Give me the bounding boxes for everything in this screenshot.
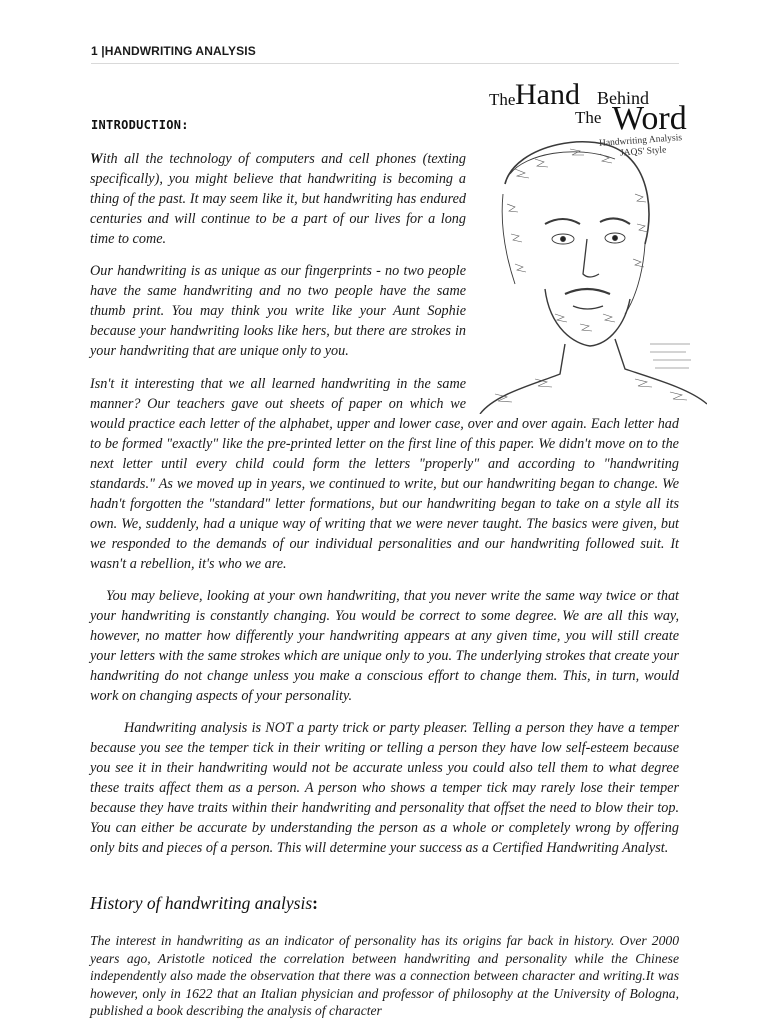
- history-heading-text: History of handwriting analysis: [90, 893, 313, 913]
- header-separator: |: [101, 44, 105, 58]
- paragraph-4: You may believe, looking at your own handwriting, that you never write the same way twice or that your handwriting is constantly changing. You would be correct to some degree. We are all this way, however, no matter how differently your handwriting appears at any given time, you will still create your letters with the same strokes which are unique only to you. The underlying strokes that create your handwriting do not change unless you make a conscious effort to change them. This, in turn, would work on changing aspects of your personality.: [90, 588, 679, 704]
- paragraph-1: [90, 149, 466, 249]
- history-heading-colon: :: [312, 893, 318, 913]
- history-heading: [90, 893, 318, 914]
- image-wrap-spacer: [466, 374, 679, 414]
- cover-title-the: The: [489, 90, 516, 109]
- paragraph-5: Handwriting analysis is NOT a party trick or party pleaser. Telling a person they have a temper because you see the temper tick in their writing or telling a person they have low self-esteem because you see it in their handwriting would not be accurate unless you could also tell them to what degree these traits affect them as a person. A person who shows a temper tick may rarely lose their temper because they have traits within their handwriting and personality that offset the need to blow their top. You can either be accurate by understanding the person as a whole or completely wrong by offering only bits and pieces of a person. This will determine your success as a Certified Handwriting Analyst.: [90, 720, 679, 856]
- intro-top-block: [90, 149, 466, 373]
- page-number: 1: [91, 44, 98, 58]
- history-paragraph: The interest in handwriting as an indicator of personality has its origins far back in history. Over 2000 years ago, Aristotle noticed the correlation between handwriting and personality while the Chinese independently also made the observation that there was a connection between character and writing.It was however, only in 1622 that an Italian physician and professor of philosophy at the University of Bologna, published a book describing the analysis of character: [90, 933, 679, 1018]
- intro-bottom-block: [90, 374, 679, 870]
- drop-cap: W: [90, 151, 103, 167]
- introduction-heading: INTRODUCTION:: [91, 118, 189, 132]
- header-title: HANDWRITING ANALYSIS: [104, 44, 256, 58]
- paragraph-2: Our handwriting is as unique as our fingerprints - no two people have the same handwriting and no two people have the same thumb print. You may think you write like your Aunt Sophie because your handwriting looks like hers, but there are strokes in your handwriting that are unique only to you.: [90, 263, 466, 359]
- cover-title-the-2: The: [575, 108, 602, 127]
- cover-subtitle: Handwriting Analysis: [598, 133, 683, 149]
- cover-title-behind: Behind: [597, 88, 649, 108]
- cover-title-word: Word: [612, 100, 687, 137]
- cover-style: JAQS' Style: [619, 145, 667, 159]
- page-header: [91, 44, 679, 64]
- paragraph-1-text: ith all the technology of computers and cell phones (texting specifically), you might believe that handwriting is becoming a thing of the past. It may seem like it, but handwriting has endured centuries and will continue to be a part of our lives for a long time to come.: [90, 151, 466, 247]
- book-cover-illustration: [475, 74, 707, 414]
- cover-title-hand: Hand: [515, 78, 580, 111]
- paragraph-3: Isn't it interesting that we all learned handwriting in the same manner? Our teachers gave out sheets of paper on which we would practice each letter of the alphabet, upper and lower case, over and over again. Each letter had to be formed "exactly" like the pre-printed letter on the first line of this paper. We didn't move on to the next letter until every child could form the letters "properly" and according to "handwriting standards." As we moved up in years, we continued to write, but our handwriting began to change. We hadn't forgotten the "standard" letter formations, but our handwriting began to take on a style all its own. We, suddenly, had a unique way of writing that we were never taught. The basics were given, but we responded to the demands of our individual personalities and our handwriting followed suit. It wasn't a rebellion, it's who we are.: [90, 376, 679, 572]
